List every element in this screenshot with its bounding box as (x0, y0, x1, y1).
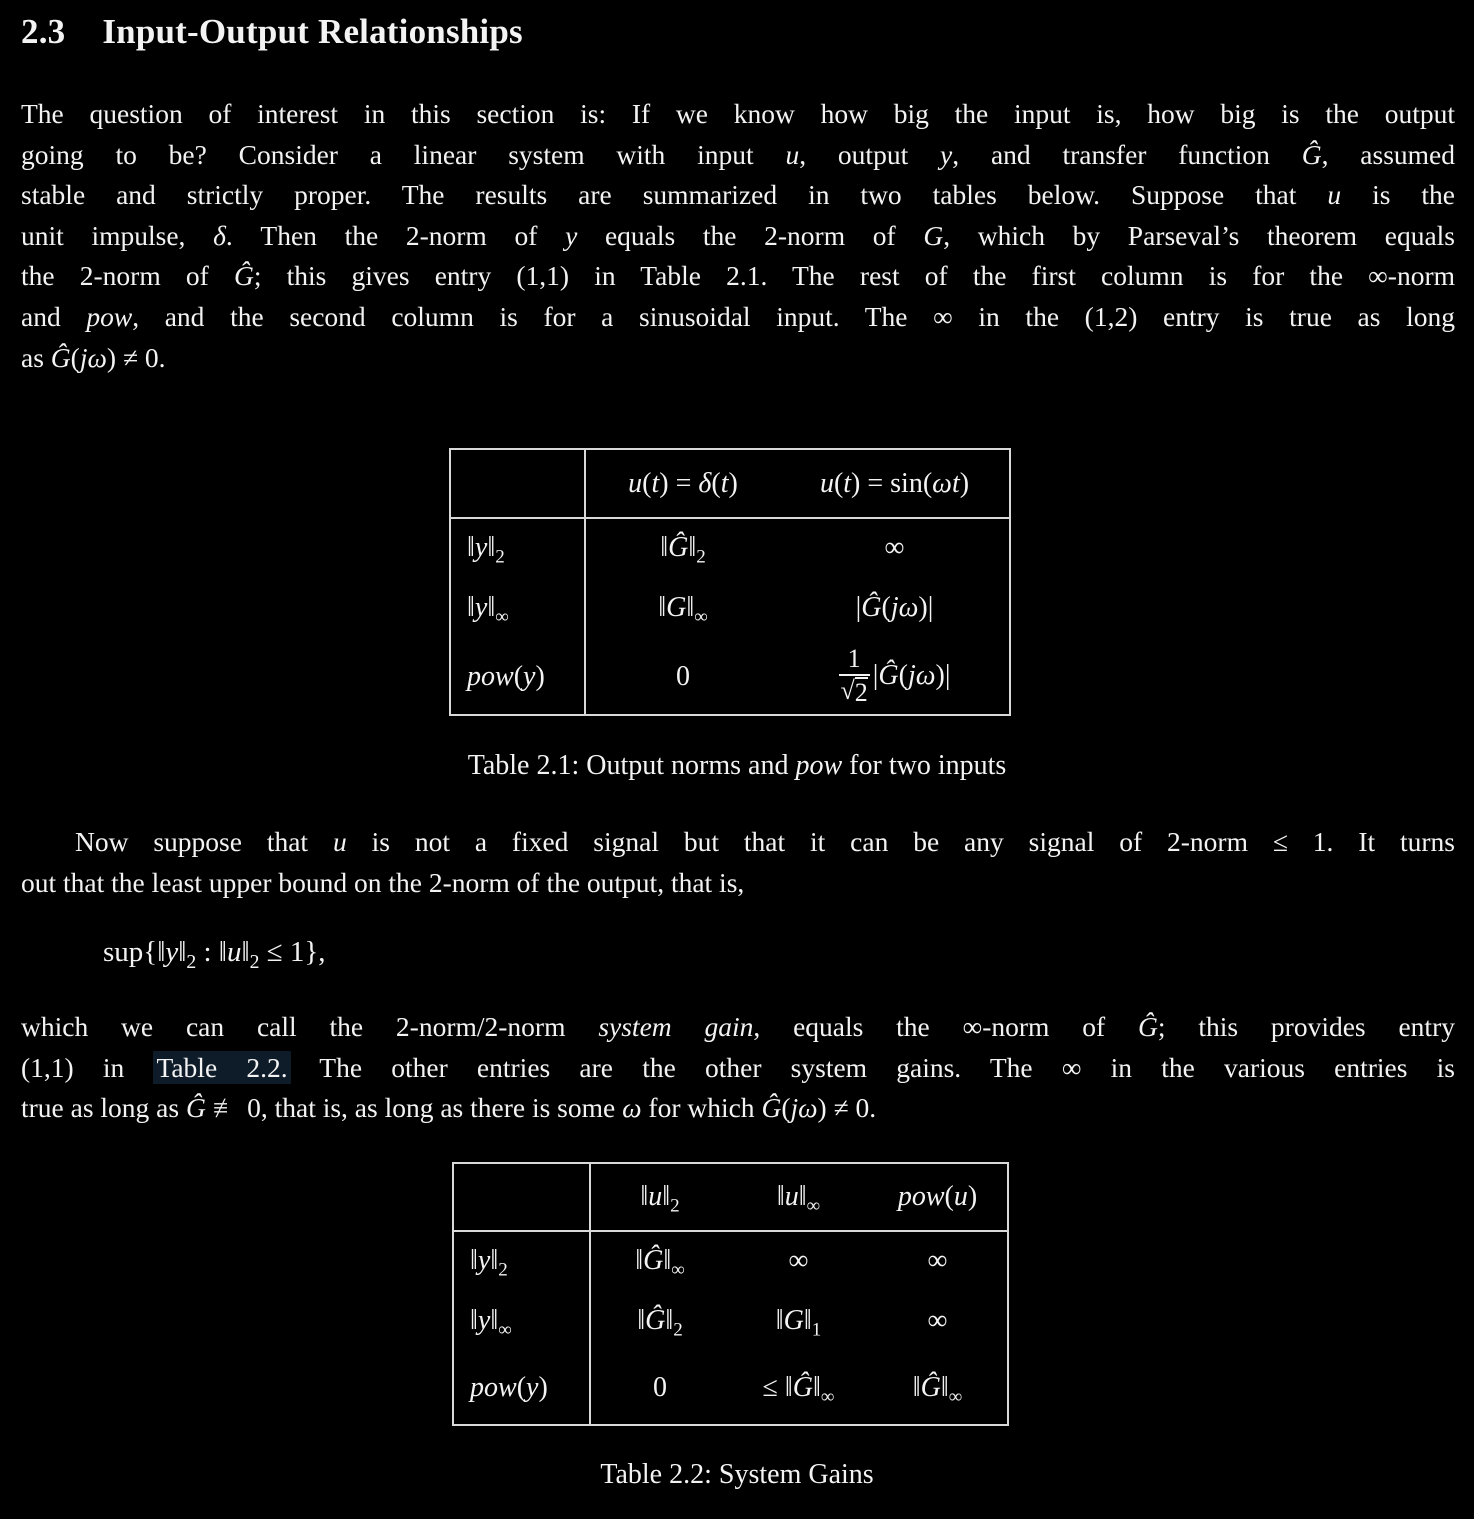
text-segment: ‖ (467, 532, 475, 563)
paragraph-system-gain (21, 1007, 1455, 1129)
text-line (21, 1088, 1455, 1129)
table-cell (590, 1231, 729, 1290)
text-segment: ‖ (940, 1372, 949, 1403)
text-segment: stable and strictly proper. The results are summarized in two tables below. Suppose that (21, 179, 1328, 211)
text-segment: Table 2.2: System Gains (600, 1459, 874, 1490)
sup-equation (103, 936, 326, 973)
text-segment: u (1327, 179, 1342, 211)
table-header-cell (780, 450, 1009, 518)
text-segment: ‖ (775, 1305, 784, 1336)
text-segment: ∞ (884, 532, 905, 563)
text-segment: ∞ (694, 606, 708, 628)
table-cell (451, 577, 585, 639)
text-segment: ‖ (662, 1181, 671, 1212)
text-line (21, 175, 1455, 216)
text-segment: sup{‖ (103, 936, 166, 968)
text-segment: , which by Parseval’s theorem equals (943, 219, 1455, 251)
text-segment: 2 (249, 950, 260, 973)
text-segment: is not a fixed signal but that it can be any signal of 2-norm ≤ 1. It turns (346, 826, 1455, 857)
text-segment: G (783, 1305, 804, 1336)
table-cell (590, 1352, 729, 1424)
text-segment: ‖ (798, 1181, 807, 1212)
table-header-cell (868, 1164, 1007, 1231)
table-cell (780, 577, 1009, 639)
table-cell (451, 639, 585, 714)
text-segment: Ĝ (643, 1245, 664, 1276)
text-segment: ∞ (495, 606, 509, 628)
text-segment: , and the second column is for a sinusoidal input. The ∞ in the (1,2) entry is true as long (132, 300, 1455, 332)
text-segment: ∞ (788, 1245, 809, 1276)
text-segment: | (872, 660, 879, 692)
text-segment: 1 (811, 1319, 822, 1341)
text-segment: The other entries are the other system gains. The ∞ in the various entries is (290, 1051, 1455, 1083)
table-cell (454, 1290, 590, 1352)
text-segment: ( (513, 660, 524, 692)
text-segment: Ĝ (1301, 138, 1322, 170)
text-segment: ‖ (467, 592, 475, 623)
table-cell (590, 1290, 729, 1352)
text-segment: the 2-norm of (21, 260, 234, 292)
text-segment: ( (642, 467, 652, 499)
text-segment: ∞ (498, 1319, 512, 1341)
text-segment: jω (890, 592, 919, 623)
text-segment: u (953, 1181, 968, 1212)
text-segment: ≤ 1}, (259, 936, 326, 968)
table-row (454, 1290, 1007, 1352)
text-segment: ‖ (640, 1181, 649, 1212)
text-segment: ‖ (241, 936, 250, 968)
text-segment: )| (918, 592, 934, 623)
paragraph-intro (21, 94, 1455, 378)
text-line (21, 297, 1455, 338)
text-segment: Ĝ (1138, 1011, 1158, 1042)
text-segment: ) (967, 1181, 978, 1212)
table-2-2-link[interactable]: Table 2.2. (153, 1051, 290, 1084)
fraction-numerator: 1 (847, 644, 861, 674)
text-segment: ( (711, 467, 721, 499)
text-segment: ‖ (490, 1245, 499, 1276)
text-segment: ‖ (688, 532, 697, 563)
section-number: 2.3 (21, 12, 66, 51)
text-segment: y (526, 1372, 539, 1403)
text-segment: ‖ (912, 1372, 921, 1403)
text-segment: y (474, 592, 488, 623)
text-segment: ∞ (820, 1386, 835, 1408)
text-segment: equals the 2-norm of (577, 219, 924, 251)
text-segment: Ĝ (861, 592, 882, 623)
text-segment: ‖ (487, 592, 496, 623)
text-segment: Ĝ (50, 341, 71, 373)
text-segment: δ (213, 219, 226, 251)
text-segment: 2 (186, 950, 197, 973)
text-line (21, 1048, 1455, 1089)
text-segment: ) (959, 467, 970, 499)
text-segment: ∞ (927, 1245, 948, 1276)
text-segment: u (785, 138, 800, 170)
text-segment: ( (70, 341, 80, 373)
text-segment: unit impulse, (21, 219, 214, 251)
text-line (21, 216, 1455, 257)
text-segment: , output (799, 138, 941, 170)
table-cell (454, 1352, 590, 1424)
text-segment: y (940, 138, 953, 170)
text-segment: 2 (498, 1259, 508, 1281)
table-cell (868, 1352, 1007, 1424)
table-cell (868, 1231, 1007, 1290)
text-line (21, 822, 1455, 863)
table-header-cell (585, 450, 780, 518)
text-segment: )| (935, 660, 951, 692)
text-segment: ; this gives entry (1,1) in Table 2.1. The rest of the first column is for the ∞-norm (253, 260, 1455, 292)
table-cell (780, 639, 1009, 714)
text-segment: ) ≠ 0. (106, 341, 166, 373)
text-segment: ) (535, 660, 545, 692)
text-segment: as (21, 341, 51, 373)
text-segment: pow (897, 1181, 945, 1212)
table-cell (454, 1231, 590, 1290)
text-segment: : ‖ (196, 936, 227, 968)
text-segment: true as long as (21, 1092, 186, 1124)
text-segment: . Then the 2-norm of (225, 219, 566, 251)
text-segment: y (477, 1245, 491, 1276)
text-segment: u (332, 826, 347, 857)
text-segment: pow (86, 300, 133, 332)
text-segment: ‖ (803, 1305, 812, 1336)
text-segment: ∞ (806, 1195, 821, 1217)
text-segment: Ĝ (792, 1372, 813, 1403)
text-segment: ‖ (665, 1305, 674, 1336)
table-header-row (454, 1164, 1007, 1231)
text-segment: ωt (932, 467, 960, 499)
text-segment: , assumed (1321, 138, 1455, 170)
text-segment: pow (470, 1372, 517, 1403)
text-segment: t (651, 467, 660, 499)
table-row (454, 1352, 1007, 1424)
text-segment: pow (795, 750, 843, 781)
text-segment: ‖ (660, 532, 669, 563)
paragraph-suppose (21, 822, 1455, 903)
text-line (21, 1007, 1455, 1048)
table-row (451, 518, 1009, 577)
text-segment: ∞ (948, 1386, 963, 1408)
table-cell (868, 1290, 1007, 1352)
text-segment: Table 2.1: Output norms and (467, 750, 796, 781)
table-header-row (451, 450, 1009, 518)
table-2-1-caption (0, 750, 1474, 782)
text-segment: ) ≠ 0. (817, 1092, 877, 1124)
text-segment: jω (79, 341, 107, 373)
text-segment: y (474, 532, 488, 563)
text-segment: ( (944, 1181, 954, 1212)
text-segment: G (923, 219, 944, 251)
table-header-cell (729, 1164, 868, 1231)
text-segment: 2 (495, 546, 505, 568)
text-segment: (1,1) in (21, 1051, 154, 1083)
text-segment: jω (790, 1092, 818, 1124)
text-segment: ‖ (686, 592, 695, 623)
text-segment: | (855, 592, 862, 623)
text-segment: 2 (670, 1195, 680, 1217)
text-segment: ( (781, 1092, 791, 1124)
text-segment: ‖ (490, 1305, 499, 1336)
fraction-denominator (839, 674, 870, 708)
text-segment: u (819, 467, 834, 499)
text-segment: Ĝ (761, 1092, 782, 1124)
text-segment: δ (698, 467, 712, 499)
text-segment: Ĝ (185, 1092, 206, 1124)
text-segment: going to be? Consider a linear system with input (21, 138, 786, 170)
table-2-1 (449, 448, 1011, 716)
table-row (451, 639, 1009, 714)
text-segment: ‖ (487, 532, 496, 563)
text-segment: Ĝ (920, 1372, 941, 1403)
text-segment: u (226, 936, 242, 968)
text-line (21, 338, 1455, 379)
table-header-cell (454, 1164, 590, 1231)
text-segment: u (784, 1181, 799, 1212)
text-line (21, 863, 1455, 904)
text-segment: , and transfer function (952, 138, 1302, 170)
text-segment: for two inputs (842, 750, 1007, 781)
text-segment: y (523, 660, 536, 692)
text-segment: ‖ (663, 1245, 672, 1276)
text-segment: G (666, 592, 687, 623)
table-cell (585, 639, 780, 714)
text-segment: The question of interest in this section is: If we know how big the input is, how big is the output (21, 98, 1455, 129)
text-segment: ; this provides entry (1157, 1011, 1455, 1042)
text-segment: ) (538, 1372, 548, 1403)
text-segment: ‖ (470, 1305, 478, 1336)
table-header-cell (451, 450, 585, 518)
text-segment: ≤ ‖ (762, 1372, 793, 1403)
text-line (21, 135, 1455, 176)
text-segment: ∞ (671, 1259, 685, 1281)
text-segment: ‖ (776, 1181, 785, 1212)
table-2-2 (452, 1162, 1009, 1426)
radical-sign: √ (840, 676, 855, 705)
text-segment: ) (728, 467, 738, 499)
text-segment: ) = sin( (851, 467, 933, 499)
text-segment: u (648, 1181, 663, 1212)
text-segment: and (21, 300, 87, 332)
text-segment: Ĝ (878, 660, 899, 692)
table-cell (729, 1290, 868, 1352)
text-segment: y (165, 936, 179, 968)
radicand: 2 (854, 678, 868, 707)
text-segment: which we can call the 2-norm/2-norm (21, 1011, 599, 1042)
text-segment: ‖ (470, 1245, 478, 1276)
text-segment: ( (898, 660, 908, 692)
text-segment: 0 (676, 660, 690, 692)
text-segment: for which (641, 1092, 762, 1124)
text-segment: jω (907, 660, 936, 692)
text-segment: ( (516, 1372, 527, 1403)
table-cell (729, 1231, 868, 1290)
table-row (451, 577, 1009, 639)
fraction-trailer (873, 661, 951, 692)
table-cell (585, 518, 780, 577)
table-cell (585, 577, 780, 639)
text-segment: Ĝ (668, 532, 689, 563)
text-segment: ( (881, 592, 891, 623)
text-segment: ‖ (635, 1245, 644, 1276)
text-segment: Now suppose that (75, 826, 333, 857)
text-segment: ≢ 0, that is, as long as there is some (205, 1092, 623, 1124)
text-segment: ‖ (813, 1372, 821, 1403)
table-cell (780, 518, 1009, 577)
text-line (21, 256, 1455, 297)
text-segment: ω (622, 1092, 642, 1124)
text-segment: t (843, 467, 852, 499)
table-row (454, 1231, 1007, 1290)
table-cell (451, 518, 585, 577)
fraction (839, 645, 870, 707)
text-segment: ∞ (927, 1305, 948, 1336)
text-segment: , equals the ∞-norm of (753, 1011, 1138, 1042)
text-segment: u (628, 467, 643, 499)
text-segment: 0 (653, 1372, 667, 1403)
section-title: Input-Output Relationships (102, 12, 523, 51)
text-segment: 2 (696, 546, 706, 568)
text-segment: ( (833, 467, 844, 499)
table-header-cell (590, 1164, 729, 1231)
text-segment: y (477, 1305, 491, 1336)
table-cell (729, 1352, 868, 1424)
text-segment: system gain (598, 1011, 754, 1042)
table-2-2-caption (0, 1459, 1474, 1491)
text-segment: ‖ (658, 592, 667, 623)
text-segment: pow (467, 660, 514, 692)
text-segment: ‖ (178, 936, 187, 968)
text-segment: 2 (673, 1319, 683, 1341)
system-gains-table (454, 1164, 1007, 1424)
text-segment: is the (1341, 179, 1455, 211)
text-segment: ‖ (637, 1305, 646, 1336)
text-segment: Ĝ (233, 260, 254, 292)
output-norms-table (451, 450, 1009, 714)
text-segment: Ĝ (645, 1305, 666, 1336)
text-segment: t (720, 467, 729, 499)
text-segment: out that the least upper bound on the 2-norm of the output, that is, (21, 866, 745, 898)
text-segment: ) = (659, 467, 699, 499)
section-heading (21, 12, 523, 52)
text-segment: y (565, 219, 578, 251)
text-line (21, 94, 1455, 135)
